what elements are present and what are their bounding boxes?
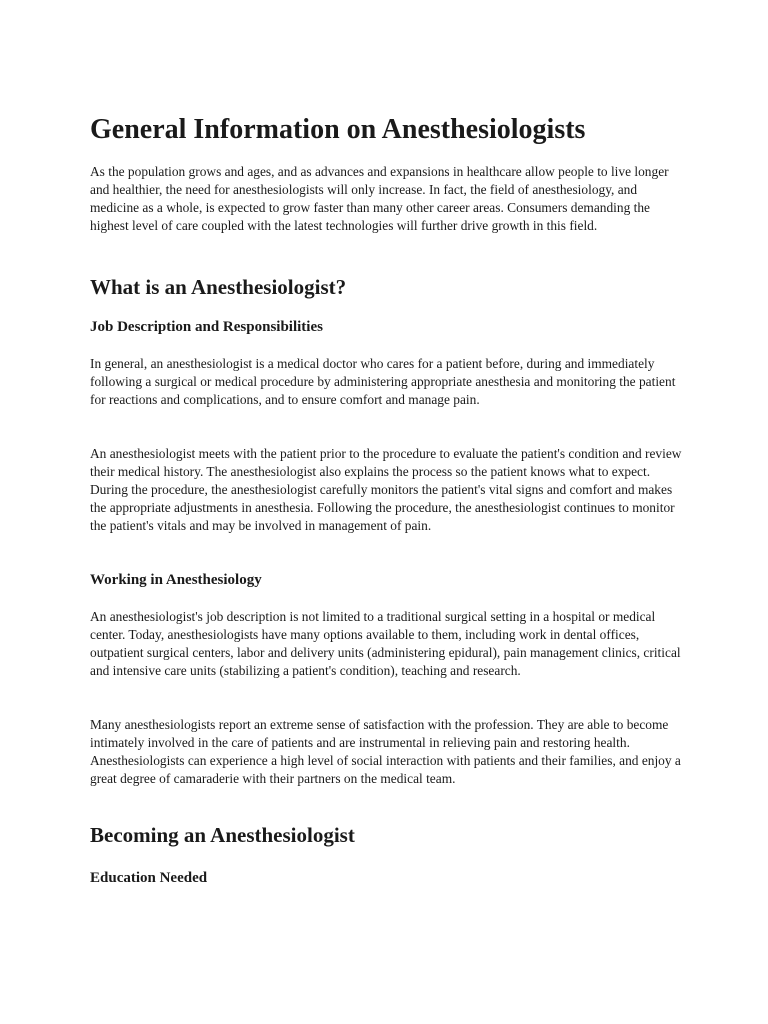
- subheading-education: Education Needed: [90, 870, 208, 886]
- paragraph-working-2: Many anesthesiologists report an extreme sense of satisfaction with the profession. They are able to become intimately involved in the care of patients and are instrumental in relieving pain and restoring health. Anesthesiologists can experience a high level of social interaction with patients and their families, and enjoy a great degree of camaraderie with their partners on the medical team.: [90, 717, 681, 786]
- intro-paragraph: As the population grows and ages, and as advances and expansions in healthcare allow people to live longer and healthier, the need for anesthesiologists will only increase. In fact, the field of anesthesiology, and medicine as a whole, is expected to grow faster than many other career areas. Consumers demanding the highest level of care coupled with the latest technologies will further drive growth in this field.: [90, 164, 669, 233]
- paragraph-job-description-2: An anesthesiologist meets with the patient prior to the procedure to evaluate the patient's condition and review their medical history. The anesthesiologist also explains the process so the patient knows what to expect. During the procedure, the anesthesiologist carefully monitors the patient's vital signs and comfort and makes the appropriate adjustments in anesthesia. Following the procedure, the anesthesiologist continues to monitor the patient's vitals and may be involved in management of pain.: [90, 446, 682, 533]
- section-heading-what-is: What is an Anesthesiologist?: [90, 275, 347, 299]
- subheading-job-description: Job Description and Responsibilities: [90, 319, 323, 335]
- subheading-working: Working in Anesthesiology: [90, 572, 262, 588]
- section-heading-becoming: Becoming an Anesthesiologist: [90, 823, 355, 847]
- paragraph-job-description-1: In general, an anesthesiologist is a medical doctor who cares for a patient before, during and immediately following a surgical or medical procedure by administering appropriate anesthesia and monitoring the patient for reactions and complications, and to ensure comfort and manage pain.: [90, 356, 676, 407]
- paragraph-working-1: An anesthesiologist's job description is not limited to a traditional surgical setting in a hospital or medical center. Today, anesthesiologists have many options available to them, including work in dental offices, outpatient surgical centers, labor and delivery units (administering epidural), pain management clinics, critical and intensive care units (stabilizing a patient's condition), teaching and research.: [90, 609, 681, 678]
- document-title: General Information on Anesthesiologists: [90, 114, 586, 145]
